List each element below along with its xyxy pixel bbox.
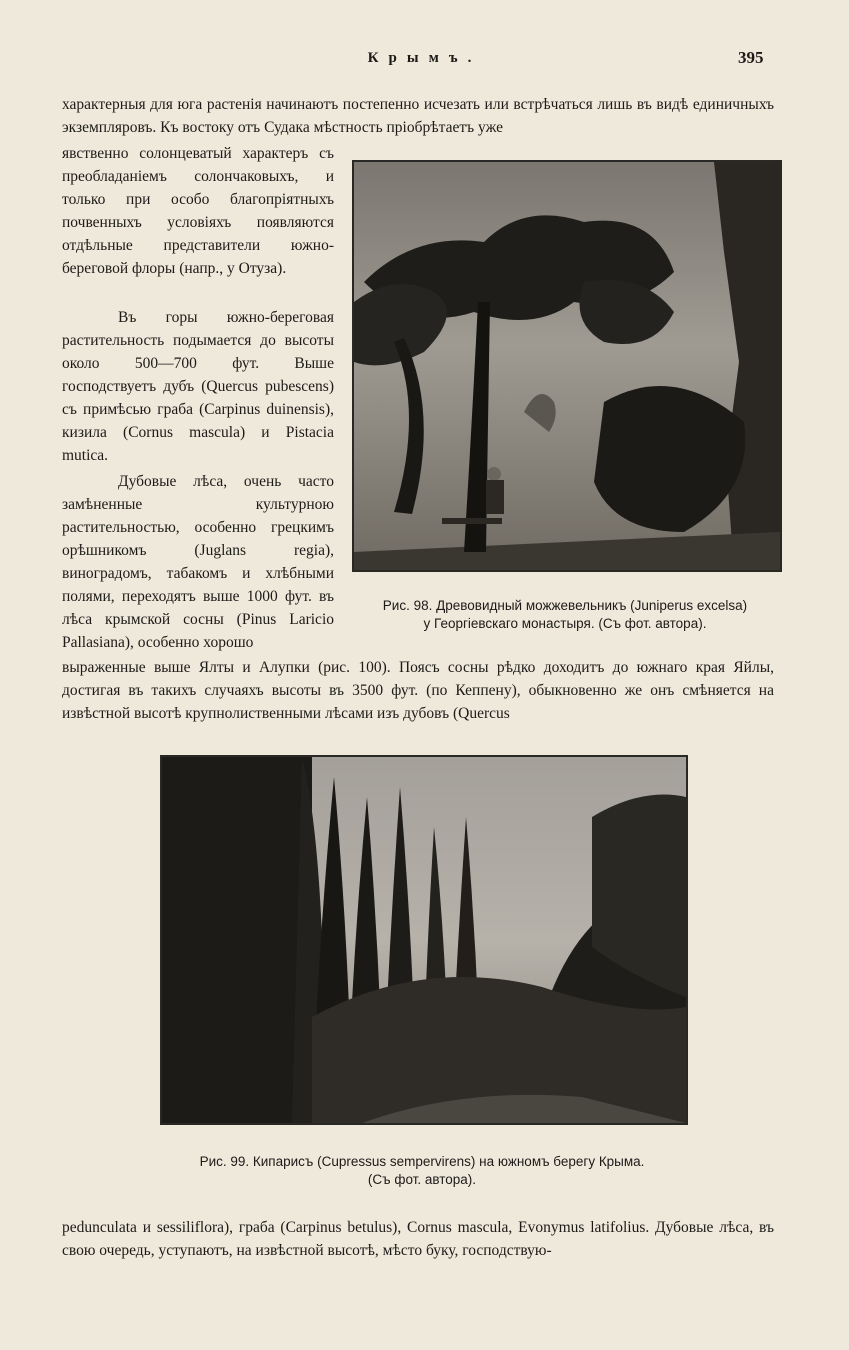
cypress-photo bbox=[160, 755, 688, 1125]
juniper-photo-illustration bbox=[354, 162, 780, 570]
paragraph-column-3: Дубовые лѣса, очень часто замѣненные культурною растительностью, особенно грецкимъ орѣшникомъ (Juglans regia), виноградомъ, табакомъ и хлѣбными полями, переходятъ выше 1000 фут. въ лѣса крымской сосны (Pinus Laricio Pallasiana), особенно хорошо bbox=[62, 473, 334, 651]
paragraph-column-2: Въ горы южно-береговая растительность подымается до высоты около 500—700 фут. Выше господствуетъ дубъ (Quercus pubescens) съ примѣсью граба (Carpinus duinensis), кизила (Cornus mascula) и Pistacia mutica. bbox=[62, 309, 334, 464]
paragraph-middle: выраженные выше Ялты и Алупки (рис. 100). Поясъ сосны рѣдко доходитъ до южнаго края Яйлы, достигая въ такихъ случаяхъ высоты въ 3500 фут. (по Кеппену), обыкновенно же онъ смѣняется на извѣстной высотѣ крупнолиственными лѣсами изъ дубовъ (Quercus bbox=[62, 659, 774, 722]
paragraph-column-1: явственно солонцеватый характеръ съ преобладаніемъ солончаковыхъ, и только при особо благопріятныхъ почвенныхъ условіяхъ появляются отдѣльные представители южно-береговой флоры (напр., у Отуза). bbox=[62, 145, 334, 277]
juniper-photo bbox=[352, 160, 782, 572]
figure-99-caption-line-2: (Съ фот. автора). bbox=[367, 1172, 477, 1187]
figure-98-caption-line-1: Рис. 98. Древовидный можжевельникъ (Juniperus excelsa) bbox=[382, 598, 748, 613]
figure-99-caption-line-1: Рис. 99. Кипарисъ (Cupressus sempervirens) на южномъ берегу Крыма. bbox=[199, 1154, 645, 1169]
figure-98-caption-line-2: у Георгіевскаго монастыря. (Съ фот. автора). bbox=[423, 616, 707, 631]
page-number: 395 bbox=[738, 48, 764, 67]
running-header: Крымъ. bbox=[367, 50, 482, 66]
paragraph-top: характерныя для юга растенія начинаютъ постепенно исчезать или встрѣчаться лишь въ видѣ единичныхъ экземпляровъ. Къ востоку отъ Судака мѣстность пріобрѣтаетъ уже bbox=[62, 96, 774, 136]
paragraph-bottom: pedunculata и sessiliflora), граба (Carpinus betulus), Cornus mascula, Evonymus latifolius. Дубовые лѣса, въ свою очередь, уступаютъ, на извѣстной высотѣ, мѣсто буку, господствую- bbox=[62, 1219, 774, 1259]
cypress-photo-illustration bbox=[162, 757, 686, 1123]
